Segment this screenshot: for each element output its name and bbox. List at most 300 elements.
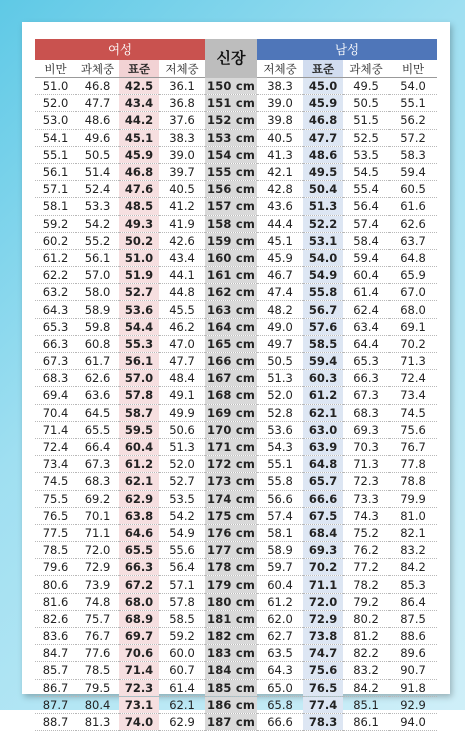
male-overweight-cell: 71.3 (343, 456, 389, 473)
female-standard-cell: 61.2 (119, 456, 159, 473)
male-standard-cell: 65.7 (303, 473, 343, 490)
female-underweight-cell: 43.4 (159, 249, 205, 266)
height-cell: 157 cm (207, 199, 256, 214)
male-overweight-cell: 52.5 (343, 129, 389, 146)
male-underweight-cell: 60.4 (257, 576, 303, 593)
male-underweight-cell: 45.1 (257, 232, 303, 249)
female-overweight-cell: 59.8 (76, 318, 119, 335)
female-standard-cell: 49.3 (119, 215, 159, 232)
male-standard-cell: 59.4 (303, 353, 343, 370)
female-obese-cell: 61.2 (35, 249, 76, 266)
male-underweight-cell: 56.6 (257, 490, 303, 507)
male-overweight-cell: 75.2 (343, 524, 389, 541)
female-overweight-cell: 47.7 (76, 95, 119, 112)
male-underweight-cell: 42.8 (257, 181, 303, 198)
male-obese-cell: 94.0 (389, 713, 437, 730)
female-obese-cell: 53.0 (35, 112, 76, 129)
female-underweight-cell: 36.1 (159, 78, 205, 95)
female-underweight-cell: 45.5 (159, 301, 205, 318)
table-row (35, 353, 437, 370)
male-standard-cell: 77.4 (303, 696, 343, 713)
male-obese-cell: 82.1 (389, 524, 437, 541)
table-row (35, 181, 437, 198)
female-underweight-cell: 62.9 (159, 713, 205, 730)
male-obese-cell: 81.0 (389, 507, 437, 524)
table-row (35, 335, 437, 352)
table-row (35, 593, 437, 610)
height-cell: 159 cm (207, 233, 256, 248)
male-overweight-cell: 85.1 (343, 696, 389, 713)
male-obese-cell: 72.4 (389, 370, 437, 387)
male-underweight-cell: 40.5 (257, 129, 303, 146)
male-underweight-cell: 46.7 (257, 267, 303, 284)
male-obese-cell: 74.5 (389, 404, 437, 421)
female-obese-cell: 72.4 (35, 438, 76, 455)
female-standard-cell: 62.9 (119, 490, 159, 507)
male-standard-cell: 73.8 (303, 628, 343, 645)
male-overweight-cell: 86.1 (343, 713, 389, 730)
height-cell: 165 cm (207, 336, 256, 351)
height-cell: 150 cm (207, 78, 256, 93)
male-obese-cell: 76.7 (389, 438, 437, 455)
height-cell: 178 cm (207, 560, 256, 575)
female-underweight-header: 저체중 (159, 60, 205, 78)
female-overweight-cell: 72.0 (76, 542, 119, 559)
female-overweight-cell: 75.7 (76, 610, 119, 627)
female-underweight-cell: 44.1 (159, 267, 205, 284)
male-standard-cell: 68.4 (303, 524, 343, 541)
female-obese-cell: 74.5 (35, 473, 76, 490)
female-standard-cell: 58.7 (119, 404, 159, 421)
male-obese-cell: 59.4 (389, 163, 437, 180)
height-cell: 182 cm (207, 629, 256, 644)
female-standard-cell: 51.0 (119, 249, 159, 266)
male-obese-cell: 86.4 (389, 593, 437, 610)
table-row (35, 696, 437, 713)
female-underweight-cell: 36.8 (159, 95, 205, 112)
table-row (35, 95, 437, 112)
table-row (35, 542, 437, 559)
male-obese-cell: 79.9 (389, 490, 437, 507)
height-cell: 183 cm (207, 646, 256, 661)
height-cell: 181 cm (207, 611, 256, 626)
male-obese-cell: 58.3 (389, 146, 437, 163)
male-standard-cell: 56.7 (303, 301, 343, 318)
female-underweight-cell: 41.2 (159, 198, 205, 215)
female-overweight-cell: 68.3 (76, 473, 119, 490)
male-overweight-cell: 83.2 (343, 662, 389, 679)
female-overweight-cell: 77.6 (76, 645, 119, 662)
male-standard-cell: 63.0 (303, 421, 343, 438)
female-obese-cell: 58.1 (35, 198, 76, 215)
female-overweight-cell: 58.0 (76, 284, 119, 301)
female-obese-cell: 70.4 (35, 404, 76, 421)
female-standard-cell: 42.5 (119, 78, 159, 95)
male-standard-cell: 64.8 (303, 456, 343, 473)
male-overweight-cell: 59.4 (343, 249, 389, 266)
male-underweight-cell: 42.1 (257, 163, 303, 180)
male-underweight-cell: 62.0 (257, 610, 303, 627)
male-obese-cell: 83.2 (389, 542, 437, 559)
male-overweight-cell: 80.2 (343, 610, 389, 627)
female-obese-cell: 68.3 (35, 370, 76, 387)
female-underweight-cell: 48.4 (159, 370, 205, 387)
male-standard-cell: 62.1 (303, 404, 343, 421)
height-cell: 172 cm (207, 457, 256, 472)
male-overweight-cell: 68.3 (343, 404, 389, 421)
table-row (35, 215, 437, 232)
female-underweight-cell: 54.2 (159, 507, 205, 524)
height-cell: 156 cm (207, 182, 256, 197)
weight-chart-card (22, 22, 450, 730)
male-overweight-cell: 51.5 (343, 112, 389, 129)
female-obese-cell: 63.2 (35, 284, 76, 301)
female-obese-cell: 69.4 (35, 387, 76, 404)
female-overweight-cell: 52.4 (76, 181, 119, 198)
female-standard-cell: 65.5 (119, 542, 159, 559)
female-overweight-cell: 46.8 (76, 78, 119, 95)
male-underweight-cell: 62.7 (257, 628, 303, 645)
male-overweight-cell: 84.2 (343, 679, 389, 696)
male-obese-cell: 63.7 (389, 232, 437, 249)
male-underweight-cell: 63.5 (257, 645, 303, 662)
height-cell: 160 cm (207, 250, 256, 265)
male-standard-cell: 71.1 (303, 576, 343, 593)
male-standard-cell: 78.3 (303, 713, 343, 730)
male-standard-cell: 66.6 (303, 490, 343, 507)
height-cell: 185 cm (207, 680, 256, 695)
table-row (35, 662, 437, 679)
female-obese-cell: 59.2 (35, 215, 76, 232)
male-overweight-cell: 69.3 (343, 421, 389, 438)
male-obese-cell: 61.6 (389, 198, 437, 215)
female-overweight-cell: 71.1 (76, 524, 119, 541)
male-standard-cell: 61.2 (303, 387, 343, 404)
height-cell: 179 cm (207, 577, 256, 592)
table-row (35, 249, 437, 266)
male-underweight-cell: 52.8 (257, 404, 303, 421)
male-overweight-cell: 76.2 (343, 542, 389, 559)
table-row (35, 163, 437, 180)
female-underweight-cell: 60.7 (159, 662, 205, 679)
male-obese-cell: 87.5 (389, 610, 437, 627)
table-row (35, 146, 437, 163)
male-overweight-cell: 60.4 (343, 267, 389, 284)
male-overweight-cell: 66.3 (343, 370, 389, 387)
female-standard-cell: 59.5 (119, 421, 159, 438)
female-underweight-cell: 39.7 (159, 163, 205, 180)
female-underweight-cell: 57.8 (159, 593, 205, 610)
female-obese-cell: 71.4 (35, 421, 76, 438)
female-standard-cell: 62.1 (119, 473, 159, 490)
male-standard-cell: 47.7 (303, 129, 343, 146)
female-obese-cell: 67.3 (35, 353, 76, 370)
female-standard-cell: 64.6 (119, 524, 159, 541)
male-underweight-cell: 53.6 (257, 421, 303, 438)
female-obese-cell: 51.0 (35, 78, 76, 95)
male-standard-cell: 49.5 (303, 163, 343, 180)
female-standard-cell: 74.0 (119, 713, 159, 730)
height-cell: 180 cm (207, 594, 256, 609)
male-underweight-cell: 45.9 (257, 249, 303, 266)
female-obese-cell: 54.1 (35, 129, 76, 146)
male-underweight-cell: 58.9 (257, 542, 303, 559)
male-obese-cell: 70.2 (389, 335, 437, 352)
table-body (35, 78, 437, 731)
female-overweight-cell: 56.1 (76, 249, 119, 266)
male-overweight-cell: 61.4 (343, 284, 389, 301)
height-cell: 164 cm (207, 319, 256, 334)
male-underweight-cell: 52.0 (257, 387, 303, 404)
female-underweight-cell: 47.7 (159, 353, 205, 370)
male-underweight-cell: 55.8 (257, 473, 303, 490)
female-underweight-cell: 49.1 (159, 387, 205, 404)
female-obese-cell: 80.6 (35, 576, 76, 593)
male-obese-cell: 85.3 (389, 576, 437, 593)
male-standard-cell: 53.1 (303, 232, 343, 249)
female-standard-cell: 55.3 (119, 335, 159, 352)
table-row (35, 232, 437, 249)
female-underweight-cell: 50.6 (159, 421, 205, 438)
female-overweight-cell: 55.2 (76, 232, 119, 249)
male-overweight-cell: 54.5 (343, 163, 389, 180)
table-row (35, 198, 437, 215)
male-underweight-cell: 54.3 (257, 438, 303, 455)
female-underweight-cell: 51.3 (159, 438, 205, 455)
male-standard-cell: 72.0 (303, 593, 343, 610)
female-standard-cell: 52.7 (119, 284, 159, 301)
height-cell: 187 cm (207, 715, 256, 730)
male-underweight-cell: 66.6 (257, 713, 303, 730)
height-cell: 186 cm (207, 697, 256, 712)
female-overweight-cell: 48.6 (76, 112, 119, 129)
male-overweight-cell: 55.4 (343, 181, 389, 198)
female-obese-cell: 60.2 (35, 232, 76, 249)
male-overweight-cell: 64.4 (343, 335, 389, 352)
female-obese-cell: 75.5 (35, 490, 76, 507)
female-underweight-cell: 46.2 (159, 318, 205, 335)
female-standard-cell: 69.7 (119, 628, 159, 645)
female-obese-cell: 55.1 (35, 146, 76, 163)
male-obese-cell: 57.2 (389, 129, 437, 146)
height-cell: 173 cm (207, 474, 256, 489)
female-overweight-cell: 69.2 (76, 490, 119, 507)
female-overweight-cell: 65.5 (76, 421, 119, 438)
female-standard-cell: 50.2 (119, 232, 159, 249)
table-row (35, 421, 437, 438)
female-underweight-cell: 56.4 (159, 559, 205, 576)
male-standard-cell: 72.9 (303, 610, 343, 627)
female-obese-cell: 66.3 (35, 335, 76, 352)
male-standard-cell: 54.9 (303, 267, 343, 284)
female-obese-cell: 56.1 (35, 163, 76, 180)
height-cell: 163 cm (207, 302, 256, 317)
height-cell: 166 cm (207, 354, 256, 369)
height-cell: 176 cm (207, 525, 256, 540)
male-overweight-cell: 79.2 (343, 593, 389, 610)
female-underweight-cell: 55.6 (159, 542, 205, 559)
height-cell: 158 cm (207, 216, 256, 231)
male-overweight-cell: 49.5 (343, 78, 389, 95)
male-obese-cell: 92.9 (389, 696, 437, 713)
female-standard-cell: 51.9 (119, 267, 159, 284)
height-cell: 154 cm (207, 147, 256, 162)
female-standard-cell: 67.2 (119, 576, 159, 593)
table-row (35, 301, 437, 318)
table-row (35, 284, 437, 301)
male-overweight-cell: 82.2 (343, 645, 389, 662)
female-overweight-cell: 78.5 (76, 662, 119, 679)
female-standard-cell: 66.3 (119, 559, 159, 576)
male-obese-cell: 60.5 (389, 181, 437, 198)
female-standard-cell: 54.4 (119, 318, 159, 335)
male-standard-cell: 46.8 (303, 112, 343, 129)
male-obese-cell: 90.7 (389, 662, 437, 679)
male-overweight-cell: 58.4 (343, 232, 389, 249)
male-obese-cell: 69.1 (389, 318, 437, 335)
male-underweight-cell: 57.4 (257, 507, 303, 524)
height-cell: 155 cm (207, 165, 256, 180)
female-underweight-cell: 62.1 (159, 696, 205, 713)
female-underweight-cell: 40.5 (159, 181, 205, 198)
table-row (35, 456, 437, 473)
male-group-header: 남성 (257, 39, 437, 60)
height-cell: 152 cm (207, 113, 256, 128)
height-cell: 168 cm (207, 388, 256, 403)
male-overweight-cell: 74.3 (343, 507, 389, 524)
male-obese-cell: 68.0 (389, 301, 437, 318)
height-cell: 167 cm (207, 371, 256, 386)
female-standard-header: 표준 (119, 60, 159, 78)
female-overweight-cell: 61.7 (76, 353, 119, 370)
male-obese-cell: 62.6 (389, 215, 437, 232)
male-underweight-cell: 39.0 (257, 95, 303, 112)
female-overweight-cell: 76.7 (76, 628, 119, 645)
male-underweight-cell: 41.3 (257, 146, 303, 163)
male-overweight-cell: 78.2 (343, 576, 389, 593)
female-underweight-cell: 52.7 (159, 473, 205, 490)
female-obese-cell: 77.5 (35, 524, 76, 541)
male-standard-cell: 60.3 (303, 370, 343, 387)
male-obese-cell: 55.1 (389, 95, 437, 112)
female-obese-cell: 84.7 (35, 645, 76, 662)
female-overweight-cell: 66.4 (76, 438, 119, 455)
male-obese-cell: 67.0 (389, 284, 437, 301)
female-obese-cell: 78.5 (35, 542, 76, 559)
male-standard-cell: 50.4 (303, 181, 343, 198)
table-row (35, 524, 437, 541)
table-row (35, 610, 437, 627)
male-standard-cell: 55.8 (303, 284, 343, 301)
male-underweight-cell: 50.5 (257, 353, 303, 370)
male-overweight-header: 과체중 (343, 60, 389, 78)
male-overweight-cell: 73.3 (343, 490, 389, 507)
female-obese-cell: 88.7 (35, 713, 76, 730)
female-underweight-cell: 49.9 (159, 404, 205, 421)
male-standard-cell: 45.0 (303, 78, 343, 95)
female-obese-cell: 57.1 (35, 181, 76, 198)
female-standard-cell: 60.4 (119, 438, 159, 455)
male-obese-cell: 89.6 (389, 645, 437, 662)
male-underweight-cell: 43.6 (257, 198, 303, 215)
table-row (35, 438, 437, 455)
female-overweight-cell: 53.3 (76, 198, 119, 215)
group-header-row (35, 39, 437, 60)
male-obese-cell: 54.0 (389, 78, 437, 95)
female-obese-cell: 64.3 (35, 301, 76, 318)
male-underweight-cell: 51.3 (257, 370, 303, 387)
male-overweight-cell: 53.5 (343, 146, 389, 163)
male-obese-cell: 75.6 (389, 421, 437, 438)
male-obese-cell: 88.6 (389, 628, 437, 645)
female-overweight-cell: 81.3 (76, 713, 119, 730)
male-underweight-cell: 58.1 (257, 524, 303, 541)
male-underweight-cell: 61.2 (257, 593, 303, 610)
female-group-header: 여성 (35, 39, 205, 60)
male-standard-cell: 52.2 (303, 215, 343, 232)
height-column-header: 신장 (205, 39, 257, 78)
table-row (35, 473, 437, 490)
male-underweight-cell: 44.4 (257, 215, 303, 232)
male-obese-cell: 65.9 (389, 267, 437, 284)
table-row (35, 576, 437, 593)
table-row (35, 645, 437, 662)
female-underweight-cell: 59.2 (159, 628, 205, 645)
female-underweight-cell: 38.3 (159, 129, 205, 146)
female-standard-cell: 70.6 (119, 645, 159, 662)
male-obese-cell: 56.2 (389, 112, 437, 129)
female-obese-cell: 62.2 (35, 267, 76, 284)
male-underweight-cell: 59.7 (257, 559, 303, 576)
male-overweight-cell: 56.4 (343, 198, 389, 215)
female-standard-cell: 45.1 (119, 129, 159, 146)
female-overweight-cell: 62.6 (76, 370, 119, 387)
height-cell: 174 cm (207, 491, 256, 506)
male-underweight-cell: 48.2 (257, 301, 303, 318)
female-underweight-cell: 37.6 (159, 112, 205, 129)
female-obese-cell: 73.4 (35, 456, 76, 473)
male-obese-cell: 64.8 (389, 249, 437, 266)
male-standard-cell: 63.9 (303, 438, 343, 455)
female-obese-cell: 82.6 (35, 610, 76, 627)
male-standard-cell: 48.6 (303, 146, 343, 163)
female-standard-cell: 73.1 (119, 696, 159, 713)
female-underweight-cell: 47.0 (159, 335, 205, 352)
female-underweight-cell: 60.0 (159, 645, 205, 662)
female-standard-cell: 56.1 (119, 353, 159, 370)
female-standard-cell: 68.0 (119, 593, 159, 610)
height-cell: 162 cm (207, 285, 256, 300)
male-standard-cell: 76.5 (303, 679, 343, 696)
male-overweight-cell: 67.3 (343, 387, 389, 404)
female-overweight-cell: 57.0 (76, 267, 119, 284)
female-standard-cell: 72.3 (119, 679, 159, 696)
male-underweight-cell: 64.3 (257, 662, 303, 679)
female-underweight-cell: 61.4 (159, 679, 205, 696)
table-row (35, 679, 437, 696)
table-row (35, 387, 437, 404)
female-obese-cell: 81.6 (35, 593, 76, 610)
male-standard-cell: 70.2 (303, 559, 343, 576)
female-standard-cell: 71.4 (119, 662, 159, 679)
male-obese-cell: 73.4 (389, 387, 437, 404)
table-row (35, 628, 437, 645)
female-standard-cell: 53.6 (119, 301, 159, 318)
female-standard-cell: 57.0 (119, 370, 159, 387)
female-standard-cell: 43.4 (119, 95, 159, 112)
male-standard-cell: 45.9 (303, 95, 343, 112)
female-overweight-cell: 58.9 (76, 301, 119, 318)
